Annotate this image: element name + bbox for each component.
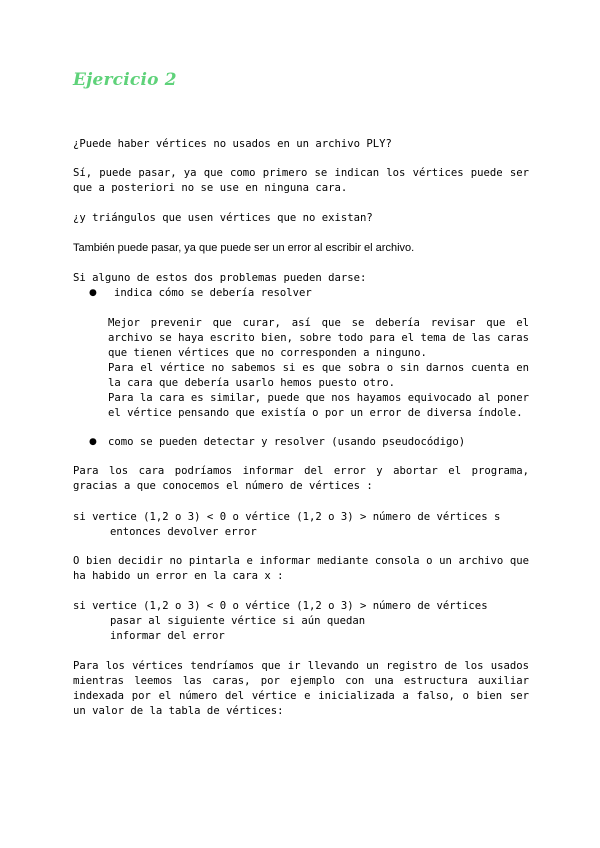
code-2-line-3: informar del error <box>110 630 225 642</box>
exercise-heading: Ejercicio 2 <box>73 70 177 90</box>
code-1-line-1: si vertice (1,2 o 3) < 0 o vértice (1,2 o 3) > número de vértices s <box>73 511 501 523</box>
code-2-line-2: pasar al siguiente vértice si aún quedan <box>110 615 366 627</box>
bullet-1-paragraph-1: Mejor prevenir que curar, así que se debería revisar que el archivo se haya escrito bien, sobre todo para el tema de las caras que tienen vértices que no corresponden a ninguno. <box>108 317 529 359</box>
bullet-1-paragraph-3: Para la cara es similar, puede que nos hayamos equivocado al poner el vértice pensando que existía o por un error de diversa índole. <box>108 392 529 419</box>
code-block-2 <box>73 599 529 644</box>
bullet-2-label: como se pueden detectar y resolver (usando pseudocódigo) <box>108 436 466 448</box>
question-2: ¿y triángulos que usen vértices que no existan? <box>73 212 373 224</box>
code-block-1 <box>73 510 529 540</box>
code-1-line-2: entonces devolver error <box>110 526 257 538</box>
paragraph-caras: Para los cara podríamos informar del error y abortar el programa, gracias a que conocemos el número de vértices : <box>73 465 529 492</box>
bullet-1-body <box>108 316 529 421</box>
answer-1: Sí, puede pasar, ya que como primero se indican los vértices puede ser que a posteriori no se use en ninguna cara. <box>73 167 529 194</box>
answer-2: También puede pasar, ya que puede ser un error al escribir el archivo. <box>73 242 415 254</box>
code-2-line-1: si vertice (1,2 o 3) < 0 o vértice (1,2 o 3) > número de vértices <box>73 600 488 612</box>
paragraph-vertices: Para los vértices tendríamos que ir llevando un registro de los usados mientras leemos las caras, por ejemplo con una estructura auxiliar indexada por el número del vértice e inicializada a falso, o bien ser un valor de la tabla de vértices: <box>73 660 529 717</box>
question-1: ¿Puede haber vértices no usados en un archivo PLY? <box>73 138 392 150</box>
paragraph-obien: O bien decidir no pintarla e informar mediante consola o un archivo que ha habido un error en la cara x : <box>73 555 529 582</box>
bullet-2-icon: ● <box>89 437 97 447</box>
bullet-1-label: indica cómo se debería resolver <box>114 287 312 299</box>
bullet-1-icon: ● <box>89 288 97 298</box>
intro-text: Si alguno de estos dos problemas pueden darse: <box>73 272 367 284</box>
bullet-1-paragraph-2: Para el vértice no sabemos si es que sobra o sin darnos cuenta en la cara que debería usarlo hemos puesto otro. <box>108 362 529 389</box>
